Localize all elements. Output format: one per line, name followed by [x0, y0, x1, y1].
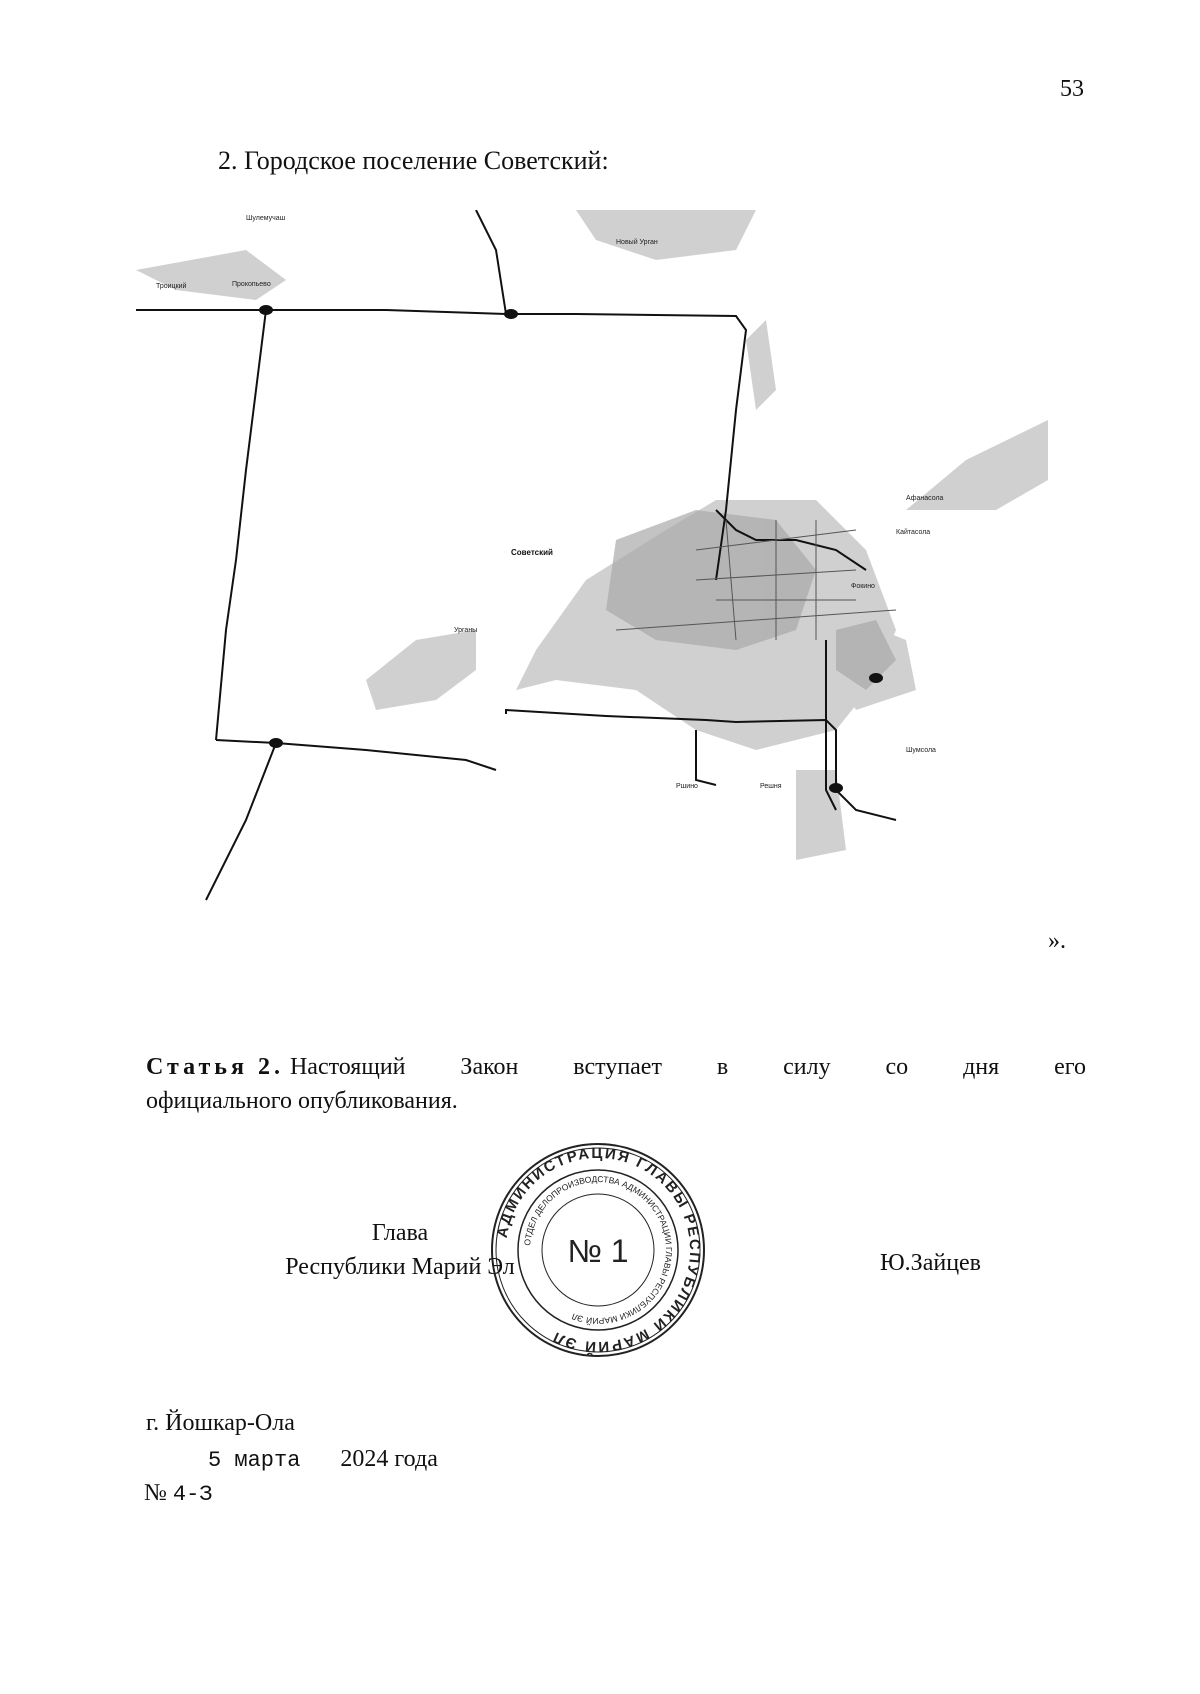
map-label-urgakov: Урганы: [454, 627, 478, 634]
article-word: силу: [783, 1054, 831, 1080]
signing-date-year: 2024 года: [340, 1446, 438, 1472]
map-closing-quote: ».: [1048, 928, 1066, 954]
article-word: его: [1054, 1054, 1086, 1080]
map-label-shulemuchash: Шулемучаш: [246, 215, 286, 222]
stamp-outer-text: АДМИНИСТРАЦИЯ ГЛАВЫ РЕСПУБЛИКИ МАРИЙ ЭЛ: [493, 1144, 704, 1356]
article-word: со: [885, 1054, 909, 1080]
map-label-prokopyevo: Прокопьево: [232, 281, 271, 288]
signatory-title-line-1: Глава: [371, 1220, 429, 1246]
article-word: Закон: [460, 1054, 519, 1080]
map-label-reshino: Решня: [760, 783, 782, 790]
map-label-fokino: Фокино: [851, 583, 875, 590]
article-2: [146, 1050, 1086, 1118]
signing-date-day: 5 марта: [208, 1448, 301, 1473]
stamp-number: № 1: [567, 1233, 629, 1269]
map-label-troitsky: Троицкий: [156, 283, 187, 290]
map-label-sovetsky: Советский: [511, 548, 553, 557]
section-heading: 2. Городское поселение Советский:: [218, 146, 609, 175]
map-label-shumsola: Шумсола: [906, 747, 936, 754]
article-word: Настоящий: [289, 1054, 406, 1080]
article-word: в: [716, 1054, 729, 1080]
article-line-2: официального опубликования.: [146, 1088, 458, 1114]
map-label-rushino: Ршино: [676, 783, 698, 790]
map-label-kaltasola: Кайтасола: [896, 529, 931, 536]
article-line-1: [146, 1050, 1086, 1084]
article-word: дня: [963, 1054, 1000, 1080]
map-label-novy-urgan: Новый Урган: [616, 239, 658, 246]
signatory-title-line-2: Республики Марий Эл: [285, 1254, 515, 1280]
map-label-afanasovo: Афанасола: [906, 495, 944, 502]
signatory-name: Ю.Зайцев: [880, 1250, 982, 1276]
article-word: вступает: [573, 1054, 662, 1080]
signing-date: [208, 1446, 438, 1473]
stamp-inner-text: ОТДЕЛ ДЕЛОПРОИЗВОДСТВА АДМИНИСТРАЦИИ ГЛАВЫ РЕСПУБЛИКИ МАРИЙ ЭЛ: [522, 1173, 675, 1327]
article-label: Статья 2.: [146, 1054, 284, 1080]
law-number: [144, 1480, 213, 1507]
law-number-value: 4-З: [172, 1482, 213, 1507]
boundary-map: [136, 210, 1048, 948]
place-of-signing: г. Йошкар-Ола: [146, 1410, 295, 1436]
page-number: 53: [1060, 76, 1084, 102]
official-stamp: [488, 1140, 708, 1360]
law-number-prefix: №: [144, 1480, 167, 1506]
